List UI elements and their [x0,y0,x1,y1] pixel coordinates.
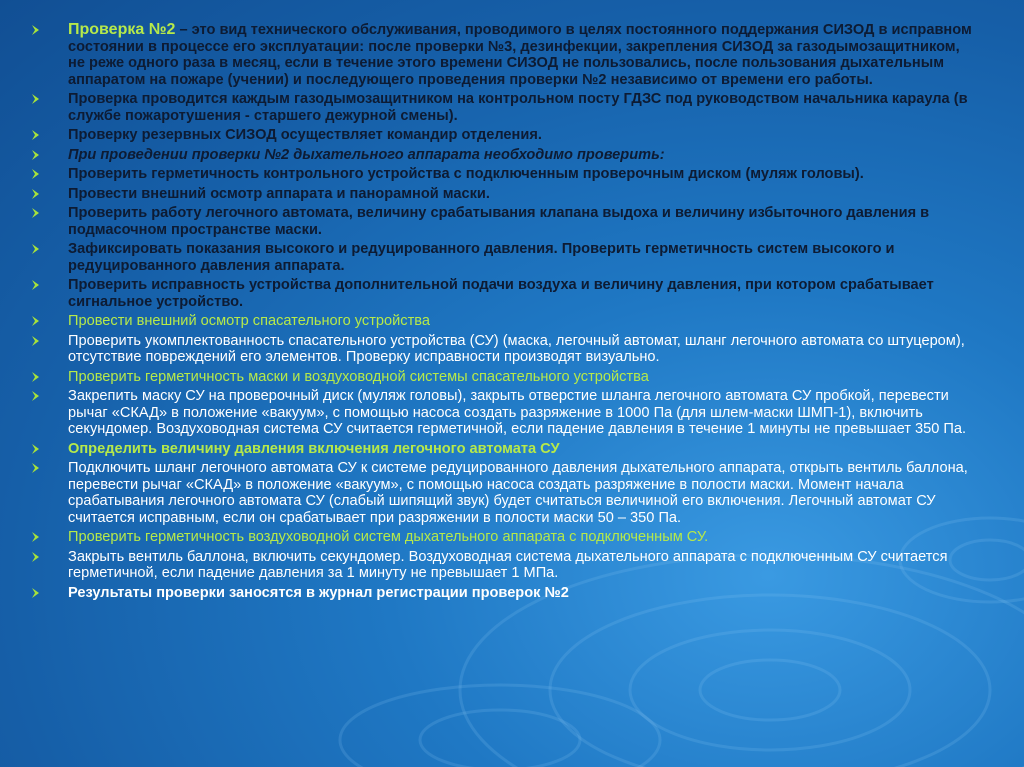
item-text: Проверить герметичность контрольного устройства с подключенным проверочным диском (муляж головы). [68,166,864,182]
chevron-right-icon [30,23,44,37]
chevron-right-icon [30,530,44,544]
chevron-right-icon [30,370,44,384]
chevron-right-icon [30,187,44,201]
item-text: Проверить укомплектованность спасательного устройства (СУ) (маска, легочный автомат, шланг легочного автомата со штуцером), отсутствие повреждений его элементов. Проверку исправности производят визуально. [68,332,965,365]
list-item [30,333,980,366]
chevron-right-icon [30,461,44,475]
bullet-list [30,22,980,604]
item-text: – это вид технического обслуживания, проводимого в целях постоянного поддержания СИЗОД в исправном состоянии в процессе его эксплуатации: после проверки №3, дезинфекции, закрепления СИЗОД за газодымозащитником, не реже одного раза в месяц, если в течение этого времени СИЗОД не пользовались, после пользования дыхательным аппаратом на пожаре (учении) и последующего проведения проверки №2 независимо от времени его работы. [68,22,972,88]
chevron-right-icon [30,550,44,564]
item-text: Проверка проводится каждым газодымозащитником на контрольном посту ГДЗС под руководством начальника караула (в службе пожаротушения - старшего дежурной смены). [68,91,968,124]
list-item [30,441,980,458]
list-item [30,529,980,546]
chevron-right-icon [30,389,44,403]
item-text: Проверить исправность устройства дополнительной подачи воздуха и величину давления, при котором срабатывает сигнальное устройство. [68,277,934,310]
list-item [30,166,980,183]
chevron-right-icon [30,278,44,292]
chevron-right-icon [30,334,44,348]
chevron-right-icon [30,167,44,181]
chevron-right-icon [30,206,44,220]
list-item [30,205,980,238]
chevron-right-icon [30,586,44,600]
chevron-right-icon [30,92,44,106]
item-text: Проверить герметичность маски и воздуховодной системы спасательного устройства [68,368,649,385]
list-item [30,22,980,88]
list-item [30,277,980,310]
list-item [30,127,980,144]
item-text: Результаты проверки заносятся в журнал регистрации проверок №2 [68,584,569,601]
item-text: Проверить герметичность воздуховодной систем дыхательного аппарата с подключенным СУ. [68,529,709,545]
item-text: При проведении проверки №2 дыхательного аппарата необходимо проверить: [68,146,665,163]
list-item [30,388,980,438]
chevron-right-icon [30,314,44,328]
chevron-right-icon [30,148,44,162]
item-text: Провести внешний осмотр аппарата и панорамной маски. [68,185,490,202]
item-text: Провести внешний осмотр спасательного устройства [68,313,430,329]
item-text: Закрыть вентиль баллона, включить секундомер. Воздуховодная система дыхательного аппарата с подключенным СУ считается герметичной, если падение давления за 1 минуту не превышает 1 МПа. [68,548,948,581]
list-item [30,91,980,124]
item-lead: Проверка №2 [68,21,176,38]
item-text: Закрепить маску СУ на проверочный диск (муляж головы), закрыть отверстие шланга легочного автомата СУ пробкой, перевести рычаг «СКАД» в положение «вакуум», с помощью насоса создать разряжение в 1000 Па (для шлем-маски ШМП-1), включить секундомер. Воздуховодная система СУ считается герметичной, если падение давления в течение 1 минуты не превышает 350 Па. [68,388,967,437]
item-text: Зафиксировать показания высокого и редуцированного давления. Проверить герметичность систем высокого и редуцированного давления аппарата. [68,241,895,274]
list-item [30,585,980,602]
item-text: Определить величину давления включения легочного автомата СУ [68,440,560,457]
chevron-right-icon [30,242,44,256]
list-item [30,186,980,203]
list-item [30,549,980,582]
item-text: Проверить работу легочного автомата, величину срабатывания клапана выдоха и величину избыточного давления в подмасочном пространстве маски. [68,205,930,238]
item-text: Подключить шланг легочного автомата СУ к системе редуцированного давления дыхательного аппарата, открыть вентиль баллона, перевести рычаг «СКАД» в положение «вакуум», с помощью насоса создать разряжение в полости маски. Момент начала срабатывания легочного автомата СУ (слабый шипящий звук) будет считаться величиной его включения. Легочный автомат СУ считается исправным, если он срабатывает при разряжении в полости маски 50 – 350 Па. [68,460,968,526]
list-item [30,147,980,164]
list-item [30,369,980,386]
chevron-right-icon [30,128,44,142]
list-item [30,460,980,526]
chevron-right-icon [30,442,44,456]
list-item [30,241,980,274]
list-item [30,313,980,330]
item-text: Проверку резервных СИЗОД осуществляет командир отделения. [68,127,542,143]
